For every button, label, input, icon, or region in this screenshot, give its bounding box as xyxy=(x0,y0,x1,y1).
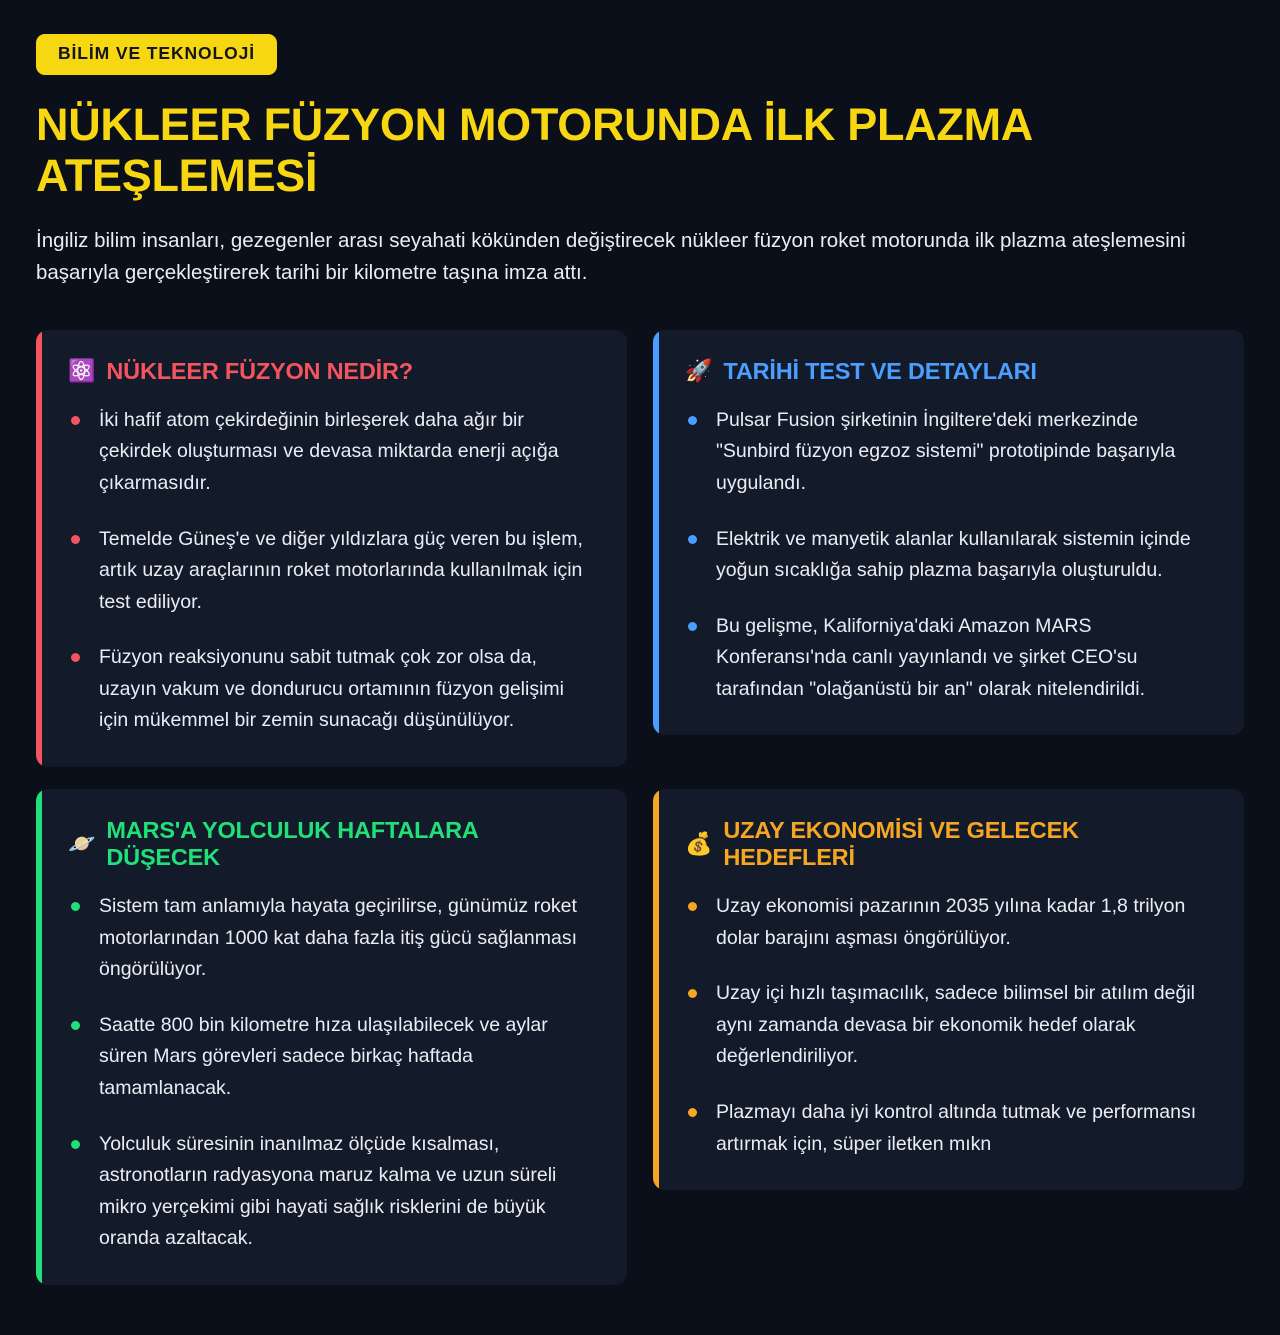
card-bullet-list xyxy=(68,891,597,1255)
list-item: Uzay içi hızlı taşımacılık, sadece bilimsel bir atılım değil aynı zamanda devasa bir ekonomik hedef olarak değerlendiriliyor. xyxy=(685,978,1214,1073)
atom-icon: ⚛️ xyxy=(68,358,96,384)
card-header xyxy=(68,358,597,385)
card-header xyxy=(68,817,597,871)
list-item: Temelde Güneş'e ve diğer yıldızlara güç veren bu işlem, artık uzay araçlarının roket motorlarında kullanılmak için test ediliyor. xyxy=(68,524,597,619)
list-item: Uzay ekonomisi pazarının 2035 yılına kadar 1,8 trilyon dolar barajını aşması öngörülüyor. xyxy=(685,891,1214,954)
list-item: Füzyon reaksiyonunu sabit tutmak çok zor olsa da, uzayın vakum ve dondurucu ortamının füzyon gelişimi için mükemmel bir zemin sunacağı düşünülüyor. xyxy=(68,642,597,737)
info-card xyxy=(653,789,1244,1190)
info-card xyxy=(653,330,1244,736)
list-item: Pulsar Fusion şirketinin İngiltere'deki merkezinde "Sunbird füzyon egzoz sistemi" prototipinde başarıyla uygulandı. xyxy=(685,405,1214,500)
list-item: İki hafif atom çekirdeğinin birleşerek daha ağır bir çekirdek oluşturması ve devasa miktarda enerji açığa çıkarmasıdır. xyxy=(68,405,597,500)
card-grid xyxy=(36,330,1244,1285)
list-item: Plazmayı daha iyi kontrol altında tutmak ve performansı artırmak için, süper iletken mıkn xyxy=(685,1097,1214,1160)
card-bullet-list xyxy=(68,405,597,737)
info-card xyxy=(36,789,627,1285)
card-title: TARİHİ TEST VE DETAYLARI xyxy=(723,357,1037,384)
card-bullet-list xyxy=(685,891,1214,1160)
page-summary: İngiliz bilim insanları, gezegenler arası seyahati kökünden değiştirecek nükleer füzyon roket motorunda ilk plazma ateşlemesini başarıyla gerçekleştirerek tarihi bir kilometre taşına imza attı. xyxy=(36,229,1186,285)
list-item: Yolculuk süresinin inanılmaz ölçüde kısalması, astronotların radyasyona maruz kalma ve uzun süreli mikro yerçekimi gibi hayati sağlık risklerini de büyük oranda azaltacak. xyxy=(68,1129,597,1255)
money-bag-icon: 💰 xyxy=(685,831,713,857)
planet-icon: 🪐 xyxy=(68,831,96,857)
rocket-icon: 🚀 xyxy=(685,358,713,384)
list-item: Saatte 800 bin kilometre hıza ulaşılabilecek ve aylar süren Mars görevleri sadece birkaç haftada tamamlanacak. xyxy=(68,1010,597,1105)
list-item: Sistem tam anlamıyla hayata geçirilirse, günümüz roket motorlarından 1000 kat daha fazla itiş gücü sağlanması öngörülüyor. xyxy=(68,891,597,986)
card-title: NÜKLEER FÜZYON NEDİR? xyxy=(106,357,413,384)
card-title: UZAY EKONOMİSİ VE GELECEK HEDEFLERİ xyxy=(723,817,1079,871)
card-bullet-list xyxy=(685,405,1214,706)
card-header xyxy=(685,358,1214,385)
category-badge: BİLİM VE TEKNOLOJİ xyxy=(36,34,277,75)
card-header xyxy=(685,817,1214,871)
list-item: Bu gelişme, Kaliforniya'daki Amazon MARS Konferansı'nda canlı yayınlandı ve şirket CEO'su tarafından "olağanüstü bir an" olarak nitelendirildi. xyxy=(685,611,1214,706)
card-title: MARS'A YOLCULUK HAFTALARA DÜŞECEK xyxy=(106,817,478,871)
page-title: NÜKLEER FÜZYON MOTORUNDA İLK PLAZMA ATEŞLEMESİ xyxy=(36,98,1032,201)
list-item: Elektrik ve manyetik alanlar kullanılarak sistemin içinde yoğun sıcaklığa sahip plazma başarıyla oluşturuldu. xyxy=(685,524,1214,587)
info-card xyxy=(36,330,627,767)
